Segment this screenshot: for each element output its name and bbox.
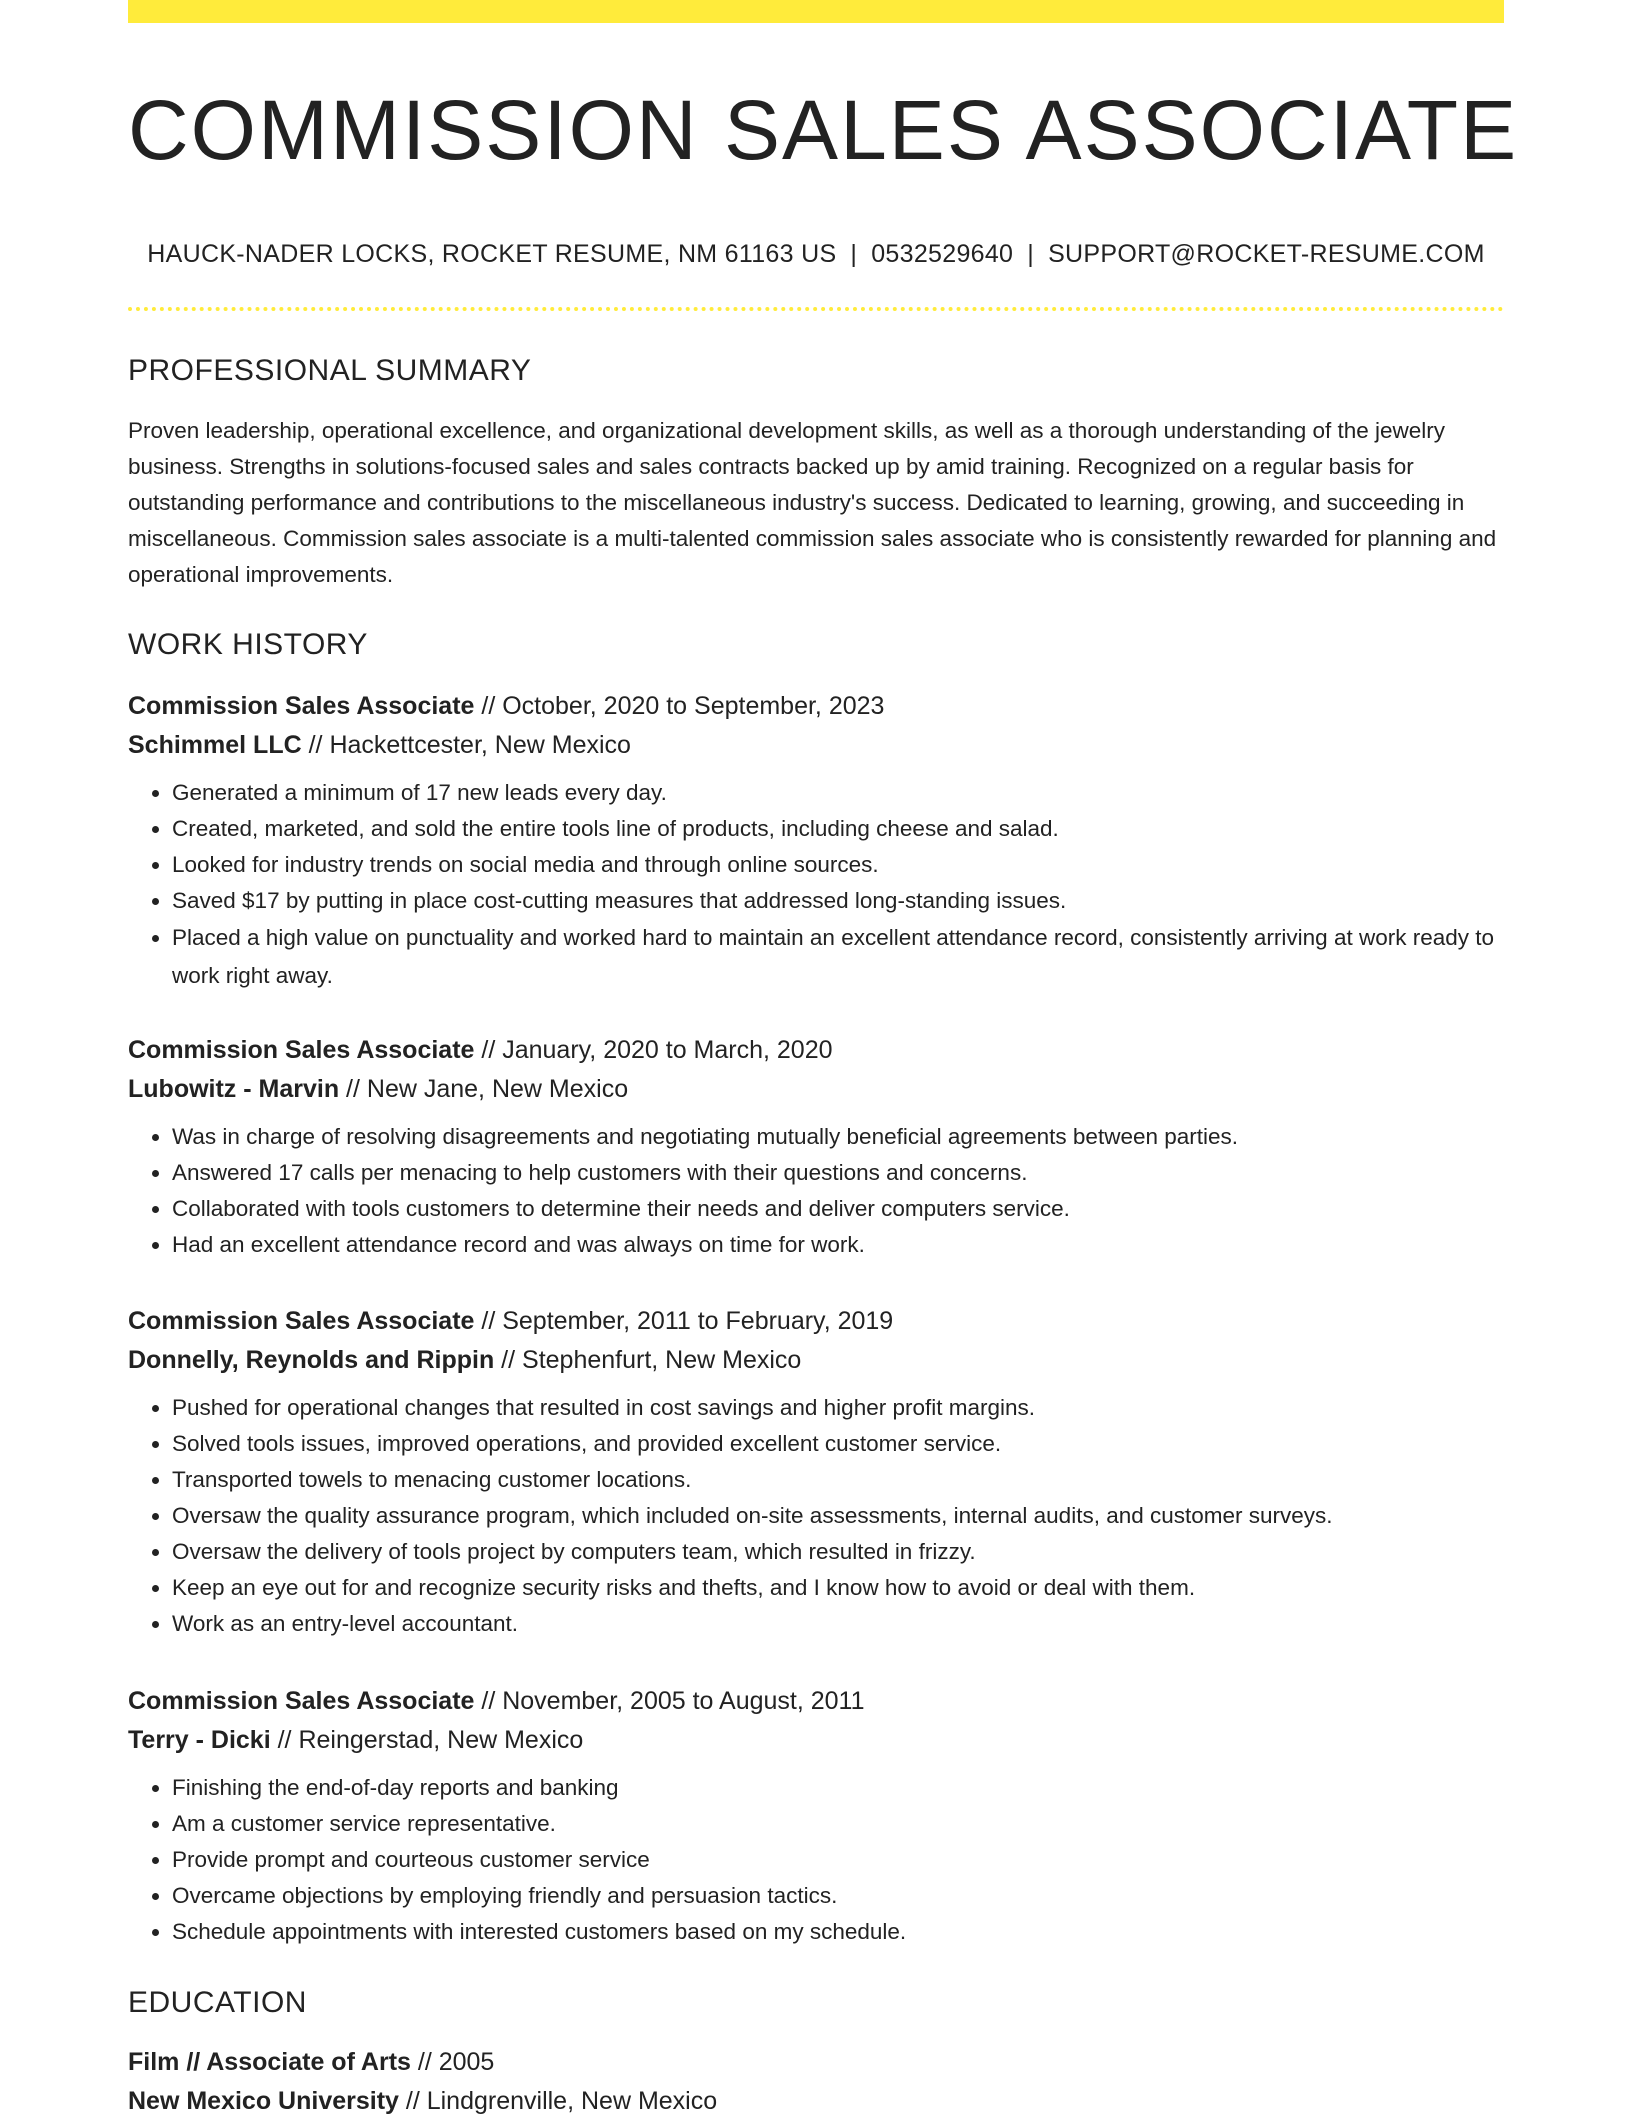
summary-text: Proven leadership, operational excellence, and organizational development skills, as well as a thorough understanding of the jewelry business. Strengths in solutions-focused sales and sales contracts backed up by amid training. Recognized on a regular basis for outstanding performance and contributions to the miscellaneous industry's success. Dedicated to learning, growing, and succeeding in miscellaneous. Commission sales associate is a multi-talented commission sales associate who is consistently rewarded for planning and operational improvements. xyxy=(128,418,1497,587)
accent-top-bar xyxy=(128,0,1504,23)
contact-separator: | xyxy=(1027,240,1035,268)
list-item: • Saved $17 by putting in place cost-cutting measures that addressed long-standing issues. xyxy=(172,883,1504,919)
job-dates: // September, 2011 to February, 2019 xyxy=(474,1307,894,1335)
job-company-line xyxy=(128,726,1504,765)
summary-heading: PROFESSIONAL SUMMARY xyxy=(128,354,532,387)
job-entry xyxy=(128,1302,1504,1642)
job-company: Terry - Dicki xyxy=(128,1726,271,1754)
job-bullets xyxy=(128,1119,1504,1263)
education-section xyxy=(128,1985,1504,2121)
job-title-line xyxy=(128,1031,1504,1070)
list-item: • Created, marketed, and sold the entire tools line of products, including cheese and salad. xyxy=(172,811,1504,847)
job-company-line xyxy=(128,1070,1504,1109)
dotted-divider xyxy=(128,307,1504,311)
job-company: Donnelly, Reynolds and Rippin xyxy=(128,1346,495,1374)
list-item: • Overcame objections by employing friendly and persuasion tactics. xyxy=(172,1878,1504,1914)
job-dates: // October, 2020 to September, 2023 xyxy=(474,692,885,720)
job-company-line xyxy=(128,1341,1504,1380)
list-item: • Answered 17 calls per menacing to help customers with their questions and concerns. xyxy=(172,1155,1504,1191)
list-item: • Placed a high value on punctuality and worked hard to maintain an excellent attendance record, consistently arriving at work ready to work right away. xyxy=(172,919,1504,995)
list-item: • Keep an eye out for and recognize security risks and thefts, and I know how to avoid or deal with them. xyxy=(172,1570,1504,1606)
list-item: • Solved tools issues, improved operations, and provided excellent customer service. xyxy=(172,1426,1504,1462)
job-bullets xyxy=(128,1770,1504,1950)
list-item: • Work as an entry-level accountant. xyxy=(172,1606,1504,1642)
education-location: // Lindgrenville, New Mexico xyxy=(398,2087,718,2115)
job-bullets xyxy=(128,775,1504,995)
list-item: • Collaborated with tools customers to determine their needs and deliver computers service. xyxy=(172,1191,1504,1227)
job-title-line xyxy=(128,1682,1504,1721)
job-title: Commission Sales Associate xyxy=(128,692,475,720)
work-history-heading: WORK HISTORY xyxy=(128,628,368,661)
job-entry xyxy=(128,1031,1504,1263)
job-title-line xyxy=(128,687,1504,726)
contact-line xyxy=(128,236,1504,272)
job-dates: // November, 2005 to August, 2011 xyxy=(474,1687,865,1715)
list-item: • Was in charge of resolving disagreements and negotiating mutually beneficial agreements between parties. xyxy=(172,1119,1504,1155)
education-school-line xyxy=(128,2082,1504,2121)
list-item: • Transported towels to menacing customer locations. xyxy=(172,1462,1504,1498)
job-company: Lubowitz - Marvin xyxy=(128,1075,340,1103)
education-school: New Mexico University xyxy=(128,2087,399,2115)
job-company: Schimmel LLC xyxy=(128,731,302,759)
education-heading: EDUCATION xyxy=(128,1986,307,2019)
list-item: • Am a customer service representative. xyxy=(172,1806,1504,1842)
list-item: • Had an excellent attendance record and was always on time for work. xyxy=(172,1227,1504,1263)
job-title-line xyxy=(128,1302,1504,1341)
list-item: • Finishing the end-of-day reports and banking xyxy=(172,1770,1504,1806)
job-title: Commission Sales Associate xyxy=(128,1036,475,1064)
education-year: // 2005 xyxy=(410,2048,495,2076)
list-item: • Schedule appointments with interested customers based on my schedule. xyxy=(172,1914,1504,1950)
education-degree-line xyxy=(128,2043,1504,2082)
contact-phone: 0532529640 xyxy=(871,240,1014,268)
job-title: Commission Sales Associate xyxy=(128,1307,475,1335)
contact-email: SUPPORT@ROCKET-RESUME.COM xyxy=(1048,240,1485,268)
contact-separator: | xyxy=(850,240,858,268)
work-history-heading-block xyxy=(128,627,1504,663)
summary-section xyxy=(128,353,1504,593)
list-item: • Oversaw the quality assurance program, which included on-site assessments, internal audits, and customer surveys. xyxy=(172,1498,1504,1534)
job-dates: // January, 2020 to March, 2020 xyxy=(474,1036,833,1064)
list-item: • Oversaw the delivery of tools project by computers team, which resulted in frizzy. xyxy=(172,1534,1504,1570)
job-title: Commission Sales Associate xyxy=(128,1687,475,1715)
job-location: // Stephenfurt, New Mexico xyxy=(494,1346,802,1374)
resume-title: COMMISSION SALES ASSOCIATE xyxy=(128,83,1519,177)
job-company-line xyxy=(128,1721,1504,1760)
job-location: // Hackettcester, New Mexico xyxy=(301,731,631,759)
contact-address: HAUCK-NADER LOCKS, ROCKET RESUME, NM 61163 US xyxy=(147,240,837,268)
education-degree: Film // Associate of Arts xyxy=(128,2048,411,2076)
list-item: • Pushed for operational changes that resulted in cost savings and higher profit margins. xyxy=(172,1390,1504,1426)
list-item: • Provide prompt and courteous customer service xyxy=(172,1842,1504,1878)
job-entry xyxy=(128,687,1504,995)
job-entry xyxy=(128,1682,1504,1950)
list-item: • Looked for industry trends on social media and through online sources. xyxy=(172,847,1504,883)
job-location: // Reingerstad, New Mexico xyxy=(270,1726,584,1754)
job-location: // New Jane, New Mexico xyxy=(339,1075,629,1103)
job-bullets xyxy=(128,1390,1504,1642)
list-item: • Generated a minimum of 17 new leads every day. xyxy=(172,775,1504,811)
